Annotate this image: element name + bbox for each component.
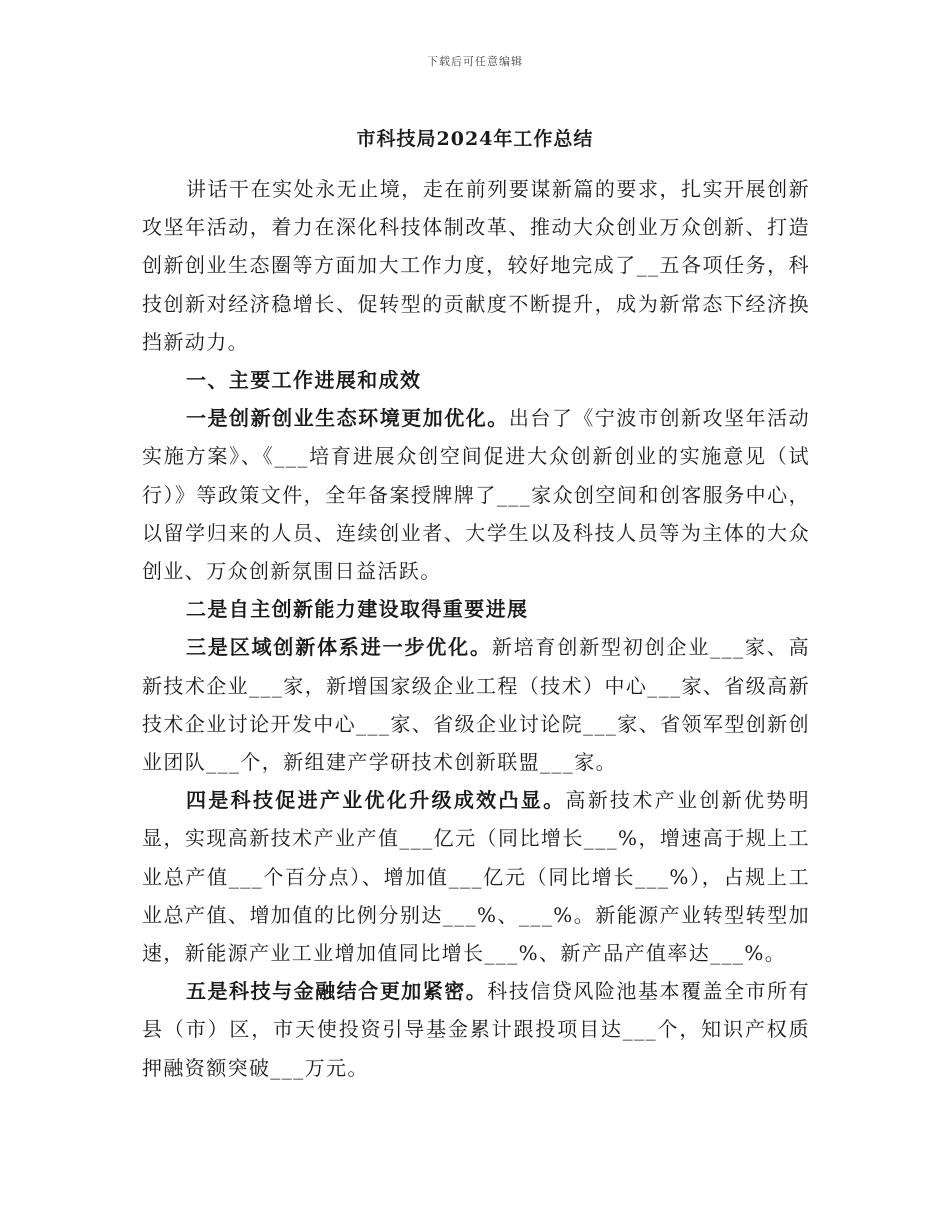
paragraph-text: 新培育创新型初创企业___家、高新技术企业___家，新增国家级企业工程（技术）中心___家、省级高新技术企业讨论开发中心___家、省级企业讨论院___家、省领军型创新创业团队___个，新组建产学研技术创新联盟___家。 <box>142 635 810 775</box>
section-heading <box>142 361 810 399</box>
document-body <box>142 170 810 1087</box>
paragraph-2 <box>142 590 810 628</box>
paragraph-lead: 四是科技促进产业优化升级成效凸显。 <box>186 788 566 813</box>
paragraph-1 <box>142 399 810 590</box>
paragraph-text: 高新技术产业创新优势明显，实现高新技术产业产值___亿元（同比增长___%，增速高于规上工业总产值___个百分点）、增加值___亿元（同比增长___%），占规上工业总产值、增加值的比例分别达___%、___%。新能源产业转型转型加速，新能源产业工业增加值同比增长___%、新产品产值率达___%。 <box>142 788 810 966</box>
paragraph-5 <box>142 972 810 1087</box>
paragraph-text: 科技信贷风险池基本覆盖全市所有县（市）区，市天使投资引导基金累计跟投项目达___个，知识产权质押融资额突破___万元。 <box>142 979 810 1080</box>
paragraph-lead: 三是区域创新体系进一步优化。 <box>186 635 492 660</box>
paragraph-3 <box>142 628 810 781</box>
paragraph-intro <box>142 170 810 361</box>
document-title: 市科技局2024年工作总结 <box>356 128 594 150</box>
paragraph-text: 讲话干在实处永无止境，走在前列要谋新篇的要求，扎实开展创新攻坚年活动，着力在深化科技体制改革、推动大众创业万众创新、打造创新创业生态圈等方面加大工作力度，较好地完成了__五各项任务，科技创新对经济稳增长、促转型的贡献度不断提升，成为新常态下经济换挡新动力。 <box>142 177 810 354</box>
paragraph-lead: 五是科技与金融结合更加紧密。 <box>186 979 488 1004</box>
paragraph-4 <box>142 781 810 972</box>
paragraph-text: 出台了《宁波市创新攻坚年活动实施方案》、《___培育进展众创空间促进大众创新创业的实施意见（试行）》等政策文件，全年备案授牌牌了___家众创空间和创客服务中心，以留学归来的人员、连续创业者、大学生以及科技人员等为主体的大众创业、万众创新氛围日益活跃。 <box>142 406 811 584</box>
paragraph-lead: 一是创新创业生态环境更加优化。 <box>186 406 509 431</box>
header-note: 下载后可任意编辑 <box>427 55 523 68</box>
paragraph-lead: 二是自主创新能力建设取得重要进展 <box>186 597 529 622</box>
section-heading-text: 一、主要工作进展和成效 <box>186 368 422 393</box>
